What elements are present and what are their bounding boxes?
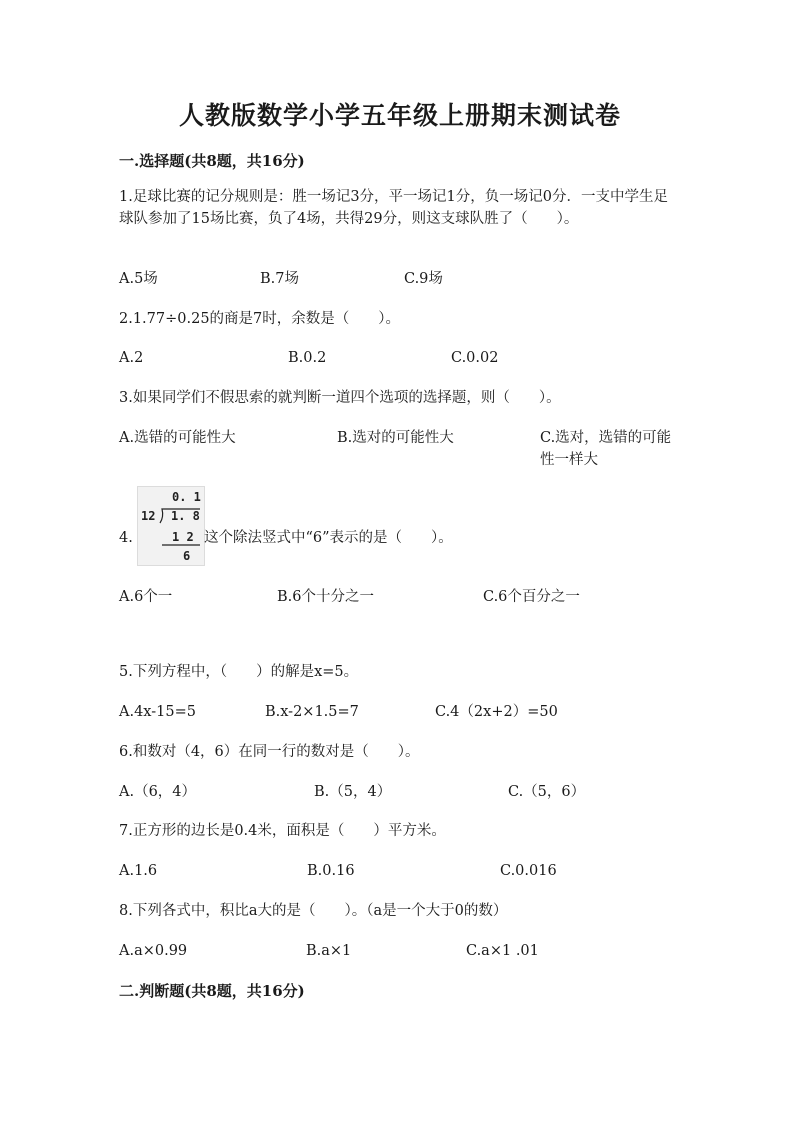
q5-option-c[interactable]: C.4（2x+2）=50: [435, 704, 558, 720]
q1-option-a[interactable]: A.5场: [119, 271, 158, 287]
figure-product: 1 2: [172, 530, 194, 544]
question-7: 7.正方形的边长是0.4米，面积是（ ）平方米。: [119, 823, 446, 839]
q4-option-a[interactable]: A.6个一: [119, 589, 173, 605]
q5-option-b[interactable]: B.x-2×1.5=7: [265, 704, 359, 720]
question-4-number: 4.: [119, 530, 133, 546]
q4-option-b[interactable]: B.6个十分之一: [277, 589, 374, 605]
q5-option-a[interactable]: A.4x-15=5: [119, 704, 196, 720]
q1-option-b[interactable]: B.7场: [260, 271, 299, 287]
q3-option-b[interactable]: B.选对的可能性大: [337, 430, 454, 446]
question-6: 6.和数对（4，6）在同一行的数对是（ ）。: [119, 744, 420, 760]
question-4: 这个除法竖式中“6”表示的是（ ）。: [204, 530, 453, 546]
q2-option-a[interactable]: A.2: [119, 350, 144, 366]
q7-option-a[interactable]: A.1.6: [119, 863, 158, 879]
figure-quotient: 0. 1: [172, 490, 201, 504]
q6-option-b[interactable]: B.（5，4）: [314, 784, 392, 800]
q6-option-c[interactable]: C.（5，6）: [508, 784, 586, 800]
question-8: 8.下列各式中，积比a大的是（ ）。（a是一个大于0的数）: [119, 903, 508, 919]
question-5: 5.下列方程中，（ ）的解是x=5。: [119, 664, 359, 680]
q8-option-a[interactable]: A.a×0.99: [119, 943, 188, 959]
question-3: 3.如果同学们不假思索的就判断一道四个选项的选择题，则（ ）。: [119, 390, 561, 406]
q2-option-c[interactable]: C.0.02: [451, 350, 499, 366]
q8-option-c[interactable]: C.a×1 .01: [466, 943, 539, 959]
figure-dividend: 1. 8: [171, 509, 200, 523]
q4-option-c[interactable]: C.6个百分之一: [483, 589, 580, 605]
figure-divisor: 12: [141, 509, 156, 523]
q8-option-b[interactable]: B.a×1: [306, 943, 352, 959]
figure-remainder: 6: [183, 549, 191, 563]
division-figure: [137, 486, 205, 566]
q1-option-c[interactable]: C.9场: [404, 271, 443, 287]
q3-option-c[interactable]: C.选对，选错的可能性一样大: [540, 430, 672, 468]
q3-option-a[interactable]: A.选错的可能性大: [119, 430, 236, 446]
page-title: 人教版数学小学五年级上册期末测试卷: [178, 101, 621, 130]
section-heading-judgement: 二.判断题(共8题，共16分): [119, 982, 305, 1000]
q7-option-c[interactable]: C.0.016: [500, 863, 557, 879]
question-1: 1.足球比赛的记分规则是：胜一场记3分，平一场记1分，负一场记0分．一支中学生足球队参加了15场比赛，负了4场，共得29分，则这支球队胜了（ ）。: [119, 189, 669, 227]
q6-option-a[interactable]: A.（6，4）: [119, 784, 197, 800]
section-heading-choice: 一.选择题(共8题，共16分): [119, 152, 305, 170]
q2-option-b[interactable]: B.0.2: [288, 350, 327, 366]
question-2: 2.1.77÷0.25的商是7时，余数是（ ）。: [119, 311, 401, 327]
q7-option-b[interactable]: B.0.16: [307, 863, 355, 879]
